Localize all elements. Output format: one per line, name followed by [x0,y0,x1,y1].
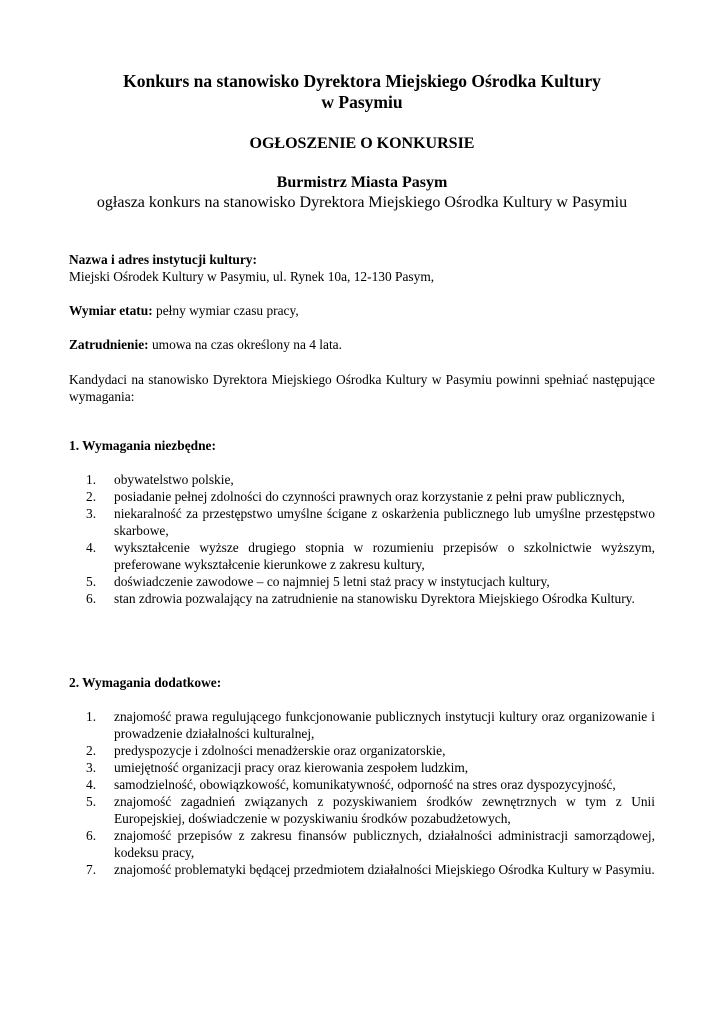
list-item-number: 1. [86,709,97,724]
list-item-number: 5. [86,574,97,589]
list-item-text: posiadanie pełnej zdolności do czynności prawnych oraz korzystanie z pełni praw publicznych, [114,489,625,504]
list-item-number: 5. [86,794,97,809]
list-item-text: wykształcenie wyższe drugiego stopnia w rozumieniu przepisów o szkolnictwie wyższym, preferowane wykształcenie kierunkowe z zakresu kultury, [114,540,655,572]
list-item-number: 6. [86,828,97,843]
list-item-text: obywatelstwo polskie, [114,472,234,487]
document-title-line1: Konkurs na stanowisko Dyrektora Miejskiego Ośrodka Kultury [123,71,601,91]
list-item [69,742,655,759]
list-item-text: umiejętność organizacji pracy oraz kierowania zespołem ludzkim, [114,760,469,775]
list-item-number: 3. [86,760,97,775]
issuer-statement: ogłasza konkurs na stanowisko Dyrektora Miejskiego Ośrodka Kultury w Pasymiu [96,194,628,211]
announcement-heading: OGŁOSZENIE O KONKURSIE [249,135,475,152]
list-item-text: znajomość przepisów z zakresu finansów publicznych, działalności administracji samorządowej, kodeksu pracy, [114,828,655,860]
list-item [69,776,655,793]
list-item-number: 4. [86,777,97,792]
institution-value: Miejski Ośrodek Kultury w Pasymiu, ul. Rynek 10a, 12-130 Pasym, [69,269,435,284]
list-item [69,505,655,539]
document-title-line2: w Pasymiu [321,92,403,112]
list-item-text: samodzielność, obowiązkowość, komunikatywność, odporność na stres oraz dyspozycyjność, [114,777,616,792]
list-item [69,827,655,861]
list-item-text: predyspozycje i zdolności menadżerskie oraz organizatorskie, [114,743,446,758]
list-item-text: stan zdrowia pozwalający na zatrudnienie na stanowisku Dyrektora Miejskiego Ośrodka Kultury. [114,591,635,606]
employment-size-label: Wymiar etatu: [69,303,153,318]
list-item-number: 3. [86,506,97,521]
list-item-number: 6. [86,591,97,606]
list-item-text: znajomość problematyki będącej przedmiotem działalności Miejskiego Ośrodka Kultury w Pasymiu. [114,862,655,877]
institution-block [69,251,655,285]
list-item-text: znajomość zagadnień związanych z pozyskiwaniem środków zewnętrznych w tym z Unii Europejskiej, doświadczenie w pozyskiwaniu środków pozabudżetowych, [114,794,655,826]
institution-label: Nazwa i adres instytucji kultury: [69,252,257,267]
employment-value: umowa na czas określony na 4 lata. [148,337,342,352]
list-item [69,573,655,590]
list-item [69,759,655,776]
list-item-number: 7. [86,862,97,877]
employment-label: Zatrudnienie: [69,337,149,352]
list-item [69,793,655,827]
additional-heading: 2. Wymagania dodatkowe: [69,675,222,690]
list-item [69,708,655,742]
additional-list [69,708,655,878]
list-item-number: 4. [86,540,97,555]
list-item-number: 1. [86,472,97,487]
list-item-text: doświadczenie zawodowe – co najmniej 5 letni staż pracy w instytucjach kultury, [114,574,550,589]
employment-size-line [69,302,655,319]
list-item [69,861,655,878]
issuer-name: Burmistrz Miasta Pasym [276,174,448,191]
intro-paragraph: Kandydaci na stanowisko Dyrektora Miejskiego Ośrodka Kultury w Pasymiu powinni spełniać następujące wymagania: [69,372,655,404]
list-item [69,488,655,505]
employment-size-value: pełny wymiar czasu pracy, [152,303,299,318]
list-item-text: znajomość prawa regulującego funkcjonowanie publicznych instytucji kultury oraz organizowanie i prowadzenie działalności kulturalnej, [114,709,655,741]
required-heading: 1. Wymagania niezbędne: [69,438,216,453]
list-item [69,590,655,607]
employment-line [69,336,655,353]
required-list [69,471,655,607]
list-item [69,539,655,573]
list-item [69,471,655,488]
list-item-number: 2. [86,743,97,758]
list-item-text: niekaralność za przestępstwo umyślne ścigane z oskarżenia publicznego lub umyślne przestępstwo skarbowe, [114,506,655,538]
list-item-number: 2. [86,489,97,504]
